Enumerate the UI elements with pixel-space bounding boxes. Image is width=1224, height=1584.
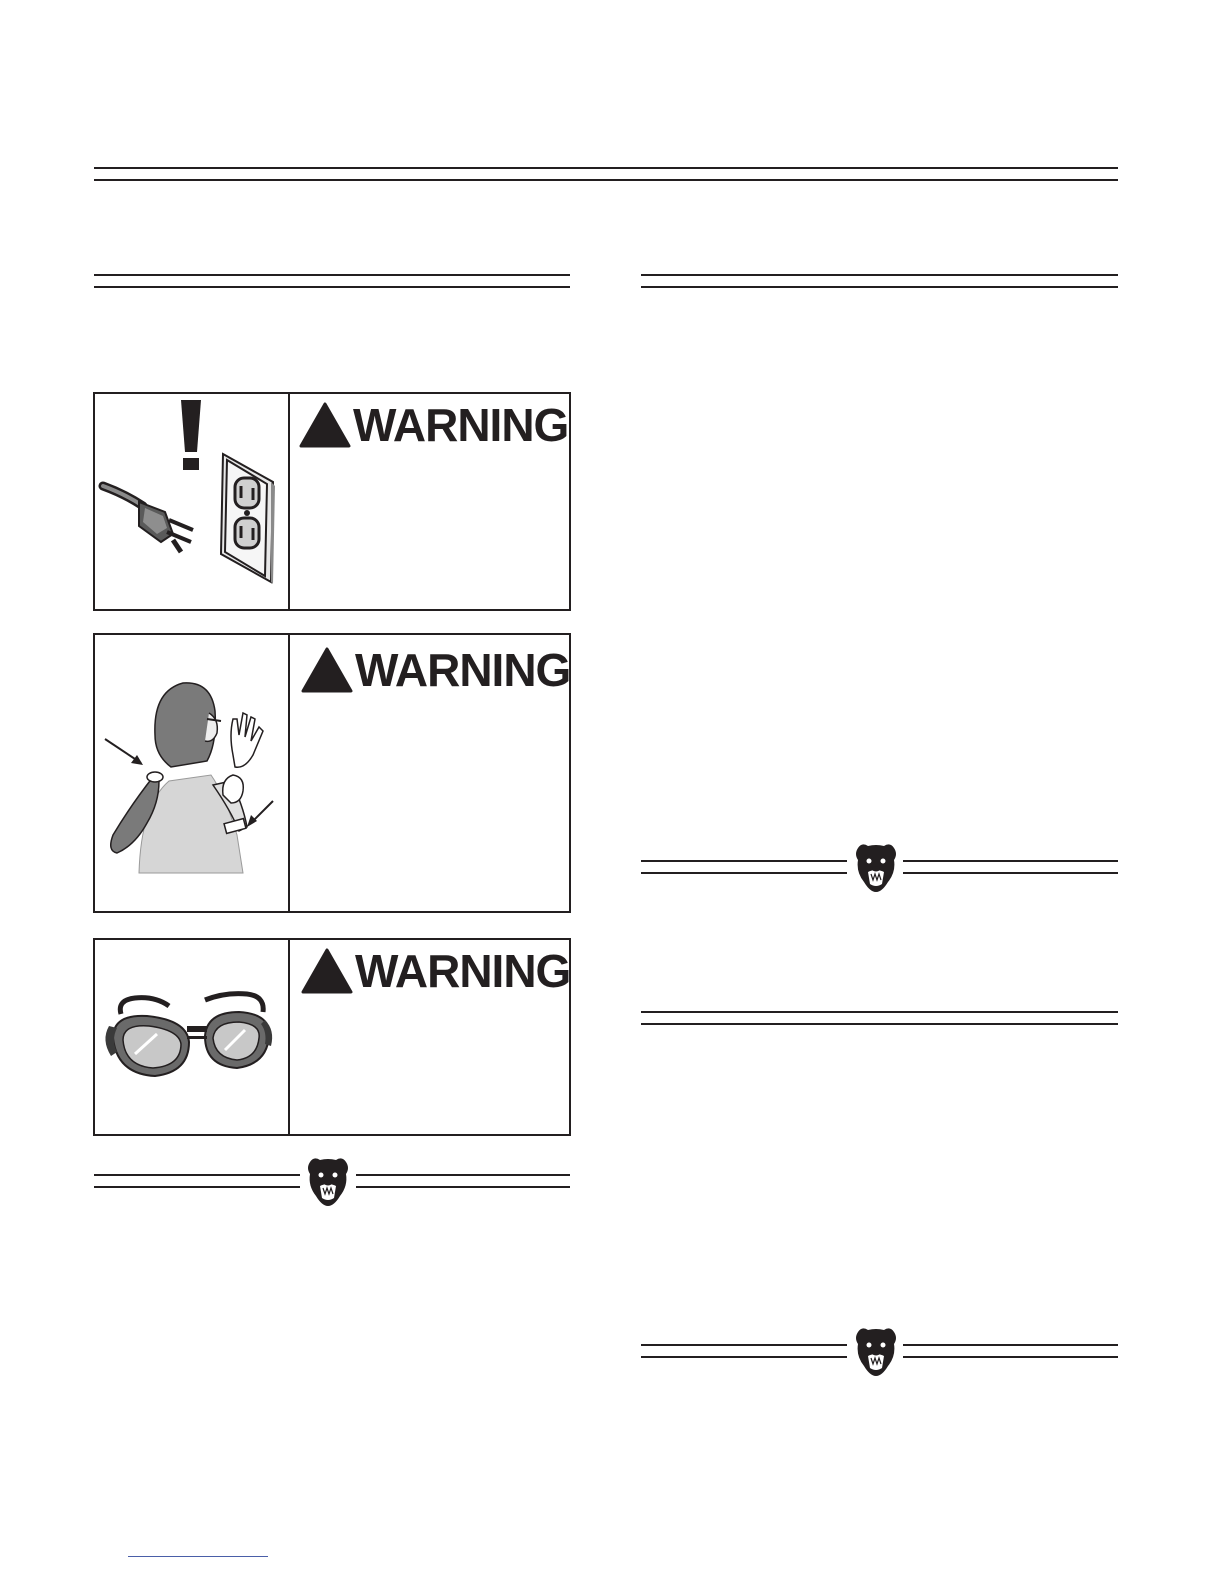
bear-divider-line [903,1356,1118,1358]
bear-head-logo-icon [304,1156,352,1208]
warning-heading-text: WARNING [355,644,571,696]
warning-box-safety-glasses [93,938,571,1136]
electrical-plug-outlet-icon [95,394,289,614]
bear-divider-line [903,872,1118,874]
warning-box-divider [288,940,290,1134]
right-section-rule-bottom [641,286,1118,288]
bear-divider-line [356,1186,570,1188]
warning-heading [301,644,571,696]
safety-glasses-icon [95,940,289,1139]
page-header-rule-top [94,167,1118,169]
warning-heading-text: WARNING [353,399,569,451]
bear-divider-line [641,1356,847,1358]
bear-divider-line [356,1174,570,1176]
right-section2-rule-top [641,1011,1118,1013]
bear-divider-line [641,1344,847,1346]
bear-divider-right-upper [641,842,1118,894]
warning-box-divider [288,635,290,911]
bear-divider-line [94,1174,300,1176]
warning-triangle-icon [301,647,353,693]
page-header-rule-bottom [94,179,1118,181]
tie-back-hair-sleeves-icon [95,635,289,916]
warning-box-divider [288,394,290,609]
warning-triangle-icon [299,402,351,448]
bear-divider-line [641,872,847,874]
warning-triangle-icon [301,948,353,994]
footer-link-underline[interactable] [128,1556,268,1557]
bear-divider-left [94,1156,570,1208]
left-section-rule-top [94,274,570,276]
warning-heading [299,399,569,451]
bear-divider-line [94,1186,300,1188]
bear-divider-line [903,1344,1118,1346]
bear-head-logo-icon [852,842,900,894]
bear-divider-line [903,860,1118,862]
left-section-rule-bottom [94,286,570,288]
warning-box-electrical [93,392,571,611]
bear-head-logo-icon [852,1326,900,1378]
warning-heading-text: WARNING [355,945,571,997]
warning-heading [301,945,571,997]
bear-divider-right-lower [641,1326,1118,1378]
bear-divider-line [641,860,847,862]
right-section-rule-top [641,274,1118,276]
warning-box-hair-sleeves [93,633,571,913]
right-section2-rule-bottom [641,1023,1118,1025]
